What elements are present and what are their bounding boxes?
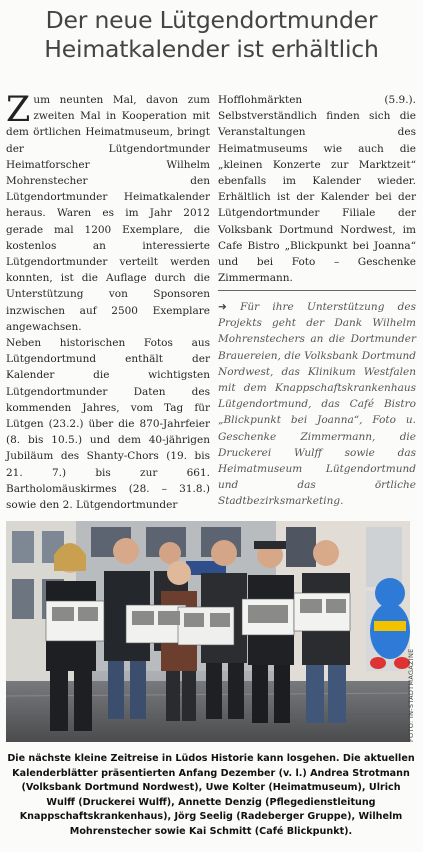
headline-line-1: Der neue Lütgendortmunder bbox=[45, 6, 378, 34]
article-headline bbox=[8, 6, 415, 64]
photo-credit: FOTO: IN-STADTMAGAZINE bbox=[407, 648, 415, 742]
photo-caption: Die nächste kleine Zeitreise in Lüdos Historie kann losgehen. Die aktuellen Kalenderblätter präsentierten Anfang Dezember (v. l.) Andrea Strotmann (Volksbank Dortmund Nordwest), Uwe Kolter (Heimatmuseum), Ulrich Wulff (Druckerei Wulff), Annette Denzig (Pflegedienstleitung Knappschaftskrankenhaus), Jörg Seelig (Radeberger Gruppe), Wilhelm Mohrenstecher sowie Kai Schmitt (Café Blickpunkt). bbox=[7, 753, 415, 837]
article-paragraph-3: Hofflohmärkten (5.9.). Selbstverständlich finden sich die Veranstaltungen des Heimatmuseums wie auch die „kleinen Konzerte zur Marktzeit“ ebenfalls im Kalender wieder. Erhältlich ist der Kalender bei der Lütgendortmunder Filiale der Volksbank Dortmund Nordwest, im Cafe Bistro „Blickpunkt bei Joanna“ und bei Foto – Geschenke Zimmermann. bbox=[218, 94, 416, 285]
drop-cap: Z bbox=[6, 90, 31, 130]
article-column-left bbox=[6, 92, 210, 513]
paragraph-1-text: um neunten Mal, davon zum zweiten Mal in Kooperation mit dem örtlichen Heimatmuseum, bringt der Lütgendortmunder Heimatforscher Wilhelm Mohrenstecher den Lütgendortmunder Heimatkalender heraus. Waren es im Jahr 2012 gerade mal 1200 Exemplare, die kostenlos an interessierte Lütgendortmunder verteilt werden konnten, ist die Auflage durch die Unterstützung von Sponsoren inzwischen auf 2500 Exemplare angewachsen. bbox=[6, 94, 210, 333]
sponsor-note bbox=[218, 299, 416, 510]
arrow-icon: ➜ bbox=[218, 301, 227, 313]
group-photo bbox=[6, 521, 410, 742]
sponsor-note-text: Für ihre Unterstützung des Projekts geht der Dank Wilhelm Mohrenstechers an die Dortmunder Brauereien, die Volksbank Dortmund Nordwest, das Klinikum Westfalen mit dem Knappschaftskrankenhaus Lütgendortmund, das Café Bistro „Blickpunkt bei Joanna“, Foto u. Geschenke Zimmermann, die Druckerei Wulff sowie das Heimatmuseum Lütgendortmund und das örtliche Stadtbezirksmarketing. bbox=[218, 301, 416, 508]
sidebar-divider bbox=[218, 290, 416, 291]
article-paragraph-2: Neben historischen Fotos aus Lütgendortmund enthält der Kalender die wichtigsten Lütgendortmunder Daten des kommenden Jahres, vom Tag für Lütgen (23.2.) über die 870-Jahrfeier (8. bis 10.5.) und dem 40-jährigen Jubiläum des Shanty-Chors (19. bis 21. 7.) bis zur 661. Bartholomäuskirmes (28. – 31.8.) sowie den 2. Lütgendortmunder bbox=[6, 337, 210, 512]
headline-line-2: Heimatkalender ist erhältlich bbox=[44, 35, 379, 63]
article-paragraph-1 bbox=[6, 92, 210, 335]
article-column-right bbox=[218, 92, 416, 286]
